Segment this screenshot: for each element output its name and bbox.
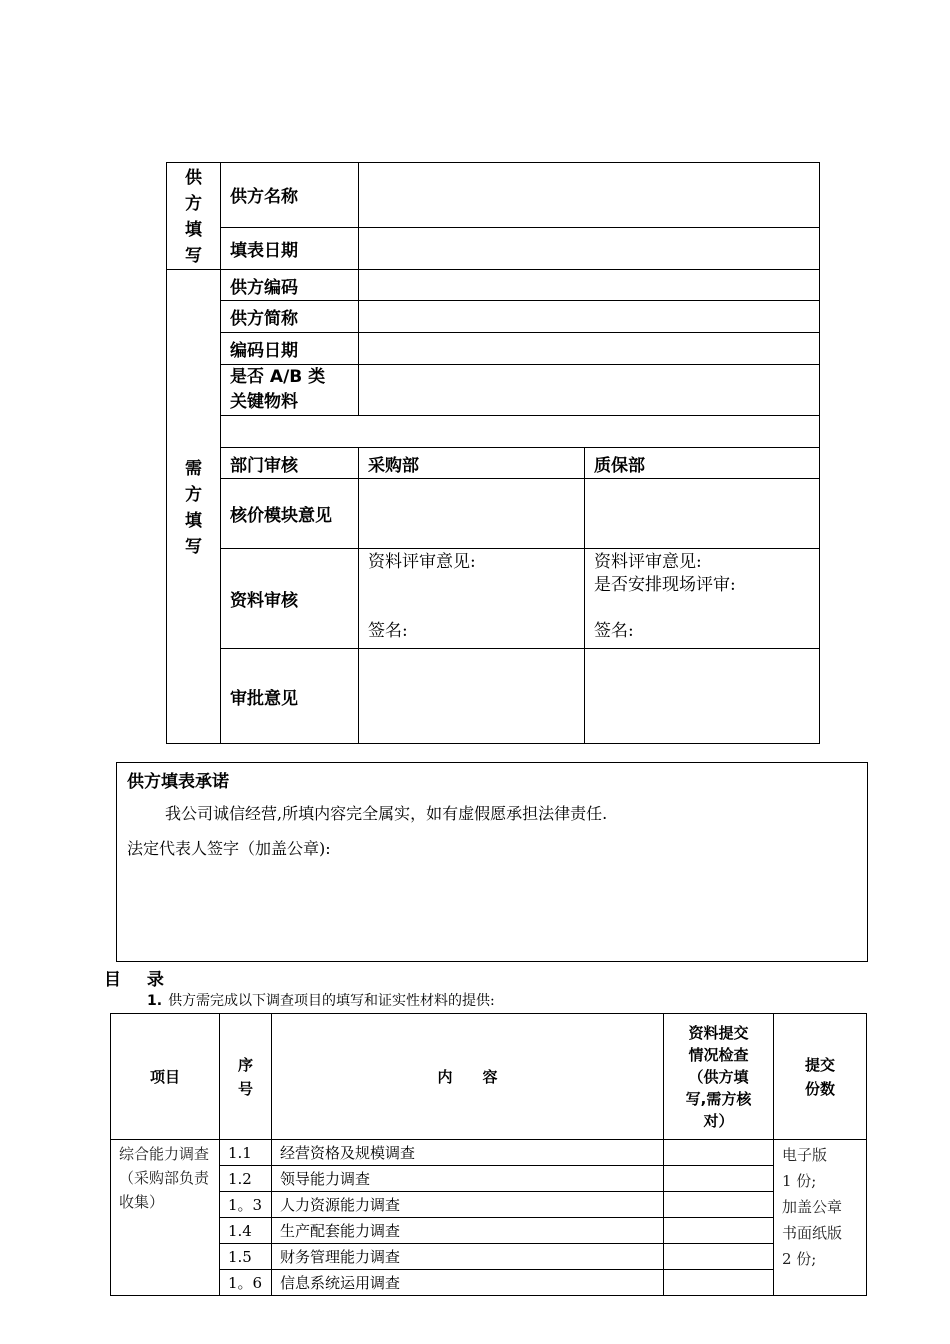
doc-review-label: 资料审核: [221, 549, 359, 649]
header-item: 项目: [111, 1014, 220, 1140]
row-num: 1。6: [220, 1270, 272, 1296]
row-check-field[interactable]: [664, 1270, 774, 1296]
table-row: [111, 1166, 867, 1192]
supplier-short-name-label: 供方简称: [221, 301, 359, 333]
supplier-name-label: 供方名称: [221, 163, 359, 228]
quality-doc-review-field[interactable]: 资料评审意见: 是否安排现场评审: 签名:: [585, 549, 820, 649]
row-check-field[interactable]: [664, 1140, 774, 1166]
supplier-promise-box: [116, 762, 868, 962]
quality-approval-field[interactable]: [585, 649, 820, 744]
promise-text: 我公司诚信经营,所填内容完全属实，如有虚假愿承担法律责任.: [165, 804, 608, 823]
row-num: 1.1: [220, 1140, 272, 1166]
row-content: 领导能力调查: [272, 1166, 664, 1192]
header-check: 资料提交 情况检查 （供方填 写,需方核 对）: [664, 1014, 774, 1140]
code-date-field[interactable]: [359, 333, 820, 365]
supplier-short-name-field[interactable]: [359, 301, 820, 333]
dept-review-label: 部门审核: [221, 448, 359, 479]
header-content: 内 容: [272, 1014, 664, 1140]
approval-opinion-label: 审批意见: [221, 649, 359, 744]
purchasing-doc-review-field[interactable]: 资料评审意见: 签名:: [359, 549, 585, 649]
copies-cell: 电子版 1 份; 加盖公章 书面纸版 2 份;: [774, 1140, 867, 1296]
price-opinion-label: 核价模块意见: [221, 479, 359, 549]
row-num: 1.2: [220, 1166, 272, 1192]
promise-title: 供方填表承诺: [127, 772, 229, 792]
purchasing-approval-field[interactable]: [359, 649, 585, 744]
survey-items-table: [110, 1013, 867, 1296]
table-row: [111, 1192, 867, 1218]
key-material-label: 是否 A/B 类 关键物料: [221, 365, 359, 416]
category-cell: 综合能力调查（采购部负责收集）: [111, 1140, 220, 1296]
toc-note: 1. 供方需完成以下调查项目的填写和证实性材料的提供:: [147, 993, 495, 1009]
quality-price-opinion-field[interactable]: [585, 479, 820, 549]
supplier-name-field[interactable]: [359, 163, 820, 228]
row-content: 信息系统运用调查: [272, 1270, 664, 1296]
purchasing-price-opinion-field[interactable]: [359, 479, 585, 549]
toc-title: 目 录: [104, 970, 174, 990]
legal-rep-signature[interactable]: 法定代表人签字（加盖公章):: [127, 839, 331, 858]
supplier-fill-section-label: 供 方 填 写: [167, 163, 221, 270]
table-row: [111, 1218, 867, 1244]
fill-date-field[interactable]: [359, 227, 820, 269]
key-material-field[interactable]: [359, 365, 820, 416]
supplier-code-field[interactable]: [359, 270, 820, 301]
row-content: 人力资源能力调查: [272, 1192, 664, 1218]
table-row: [111, 1270, 867, 1296]
table-row: [111, 1244, 867, 1270]
header-seq: 序 号: [220, 1014, 272, 1140]
row-check-field[interactable]: [664, 1192, 774, 1218]
header-copies: 提交 份数: [774, 1014, 867, 1140]
blank-row: [221, 416, 820, 448]
table-row: [111, 1140, 867, 1166]
row-num: 1.4: [220, 1218, 272, 1244]
row-content: 财务管理能力调查: [272, 1244, 664, 1270]
supplier-code-label: 供方编码: [221, 270, 359, 301]
purchasing-dept-header: 采购部: [359, 448, 585, 479]
row-num: 1。3: [220, 1192, 272, 1218]
row-check-field[interactable]: [664, 1218, 774, 1244]
code-date-label: 编码日期: [221, 333, 359, 365]
row-num: 1.5: [220, 1244, 272, 1270]
quality-dept-header: 质保部: [585, 448, 820, 479]
supplier-info-form: [166, 162, 820, 744]
row-check-field[interactable]: [664, 1166, 774, 1192]
buyer-fill-section-label: 需 方 填 写: [167, 270, 221, 744]
fill-date-label: 填表日期: [221, 227, 359, 269]
row-check-field[interactable]: [664, 1244, 774, 1270]
row-content: 生产配套能力调查: [272, 1218, 664, 1244]
row-content: 经营资格及规模调查: [272, 1140, 664, 1166]
